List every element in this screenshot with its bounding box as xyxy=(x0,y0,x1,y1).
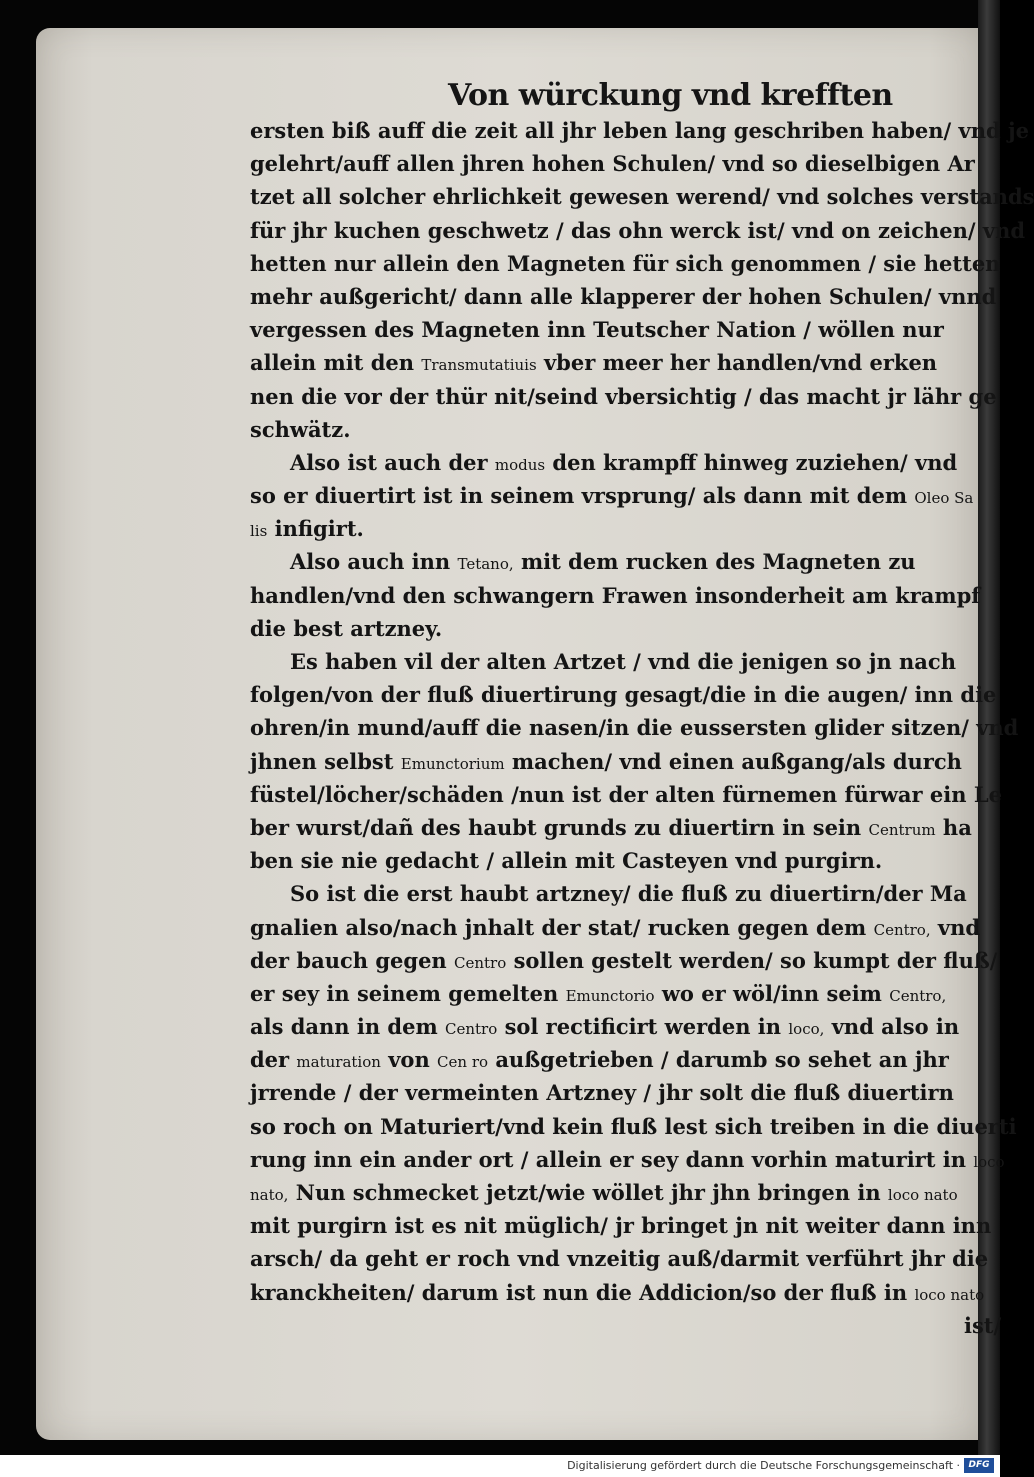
text-line xyxy=(250,1276,985,1309)
text-line xyxy=(250,346,985,379)
text-line xyxy=(250,678,997,711)
antiqua-word: Emunctorio xyxy=(565,986,655,1005)
text-line xyxy=(250,446,985,479)
antiqua-word: maturation xyxy=(296,1053,381,1072)
text-line xyxy=(250,280,997,313)
text-segment: nen die vor der thür nit/seind vbersichtig / das macht jr lähr ge xyxy=(250,383,997,409)
text-segment: den krampff hinweg zuziehen/ vnd xyxy=(552,449,958,475)
text-line xyxy=(250,545,985,578)
text-segment: Es haben vil der alten Artzet / vnd die jenigen so jn nach xyxy=(290,649,956,674)
text-segment: so roch on Maturiert/vnd kein fluß lest sich treiben in die diuerti xyxy=(250,1113,1017,1139)
text-segment: Also auch inn xyxy=(290,549,451,575)
antiqua-word: loco xyxy=(973,1152,1005,1171)
text-segment: als dann in dem xyxy=(250,1014,438,1040)
text-segment: von xyxy=(388,1047,430,1073)
text-line xyxy=(250,612,985,645)
text-line xyxy=(250,380,997,413)
text-segment: der xyxy=(250,1047,290,1073)
text-segment: mit dem rucken des Magneten zu xyxy=(520,549,916,575)
text-segment: infigirt. xyxy=(274,516,364,542)
text-line xyxy=(250,180,1034,213)
running-head: Von würckung vnd krefften xyxy=(448,78,893,113)
text-segment: vnd xyxy=(937,914,981,940)
text-segment: mehr außgericht/ dann alle klapperer der hohen Schulen/ vnnd xyxy=(250,283,997,309)
text-line xyxy=(250,413,985,446)
text-segment: handlen/vnd den schwangern Frawen insonderheit am krampf xyxy=(250,582,981,608)
text-line xyxy=(250,247,1001,280)
text-segment: ersten biß auff die zeit all jhr leben lang geschriben haben/ vnd je xyxy=(250,118,1029,143)
dfg-logo: DFG xyxy=(964,1458,994,1473)
digitization-credit: Digitalisierung gefördert durch die Deutsche Forschungsgemeinschaft · xyxy=(567,1459,960,1472)
text-line xyxy=(250,1076,985,1109)
text-segment: er sey in seinem gemelten xyxy=(250,980,559,1006)
text-line xyxy=(250,711,1019,744)
text-segment: gelehrt/auff allen jhren hohen Schulen/ vnd so dieselbigen Ar xyxy=(250,151,975,177)
text-line xyxy=(250,745,985,778)
antiqua-word: Oleo Sa xyxy=(914,489,974,508)
text-line xyxy=(250,1209,992,1242)
antiqua-word: modus xyxy=(494,455,546,474)
text-line xyxy=(250,1043,985,1076)
text-segment: ha xyxy=(942,814,972,840)
text-segment: rung inn ein ander ort / allein er sey dann vorhin maturirt in xyxy=(250,1146,966,1172)
text-line xyxy=(250,1110,1017,1143)
text-segment: machen/ vnd einen außgang/als durch xyxy=(511,748,962,774)
antiqua-word: Tetano, xyxy=(457,555,514,574)
text-line xyxy=(250,114,1029,147)
antiqua-word: Cen ro xyxy=(437,1053,489,1072)
text-segment: der bauch gegen xyxy=(250,947,447,973)
antiqua-word: Centro, xyxy=(873,920,931,939)
text-line xyxy=(250,944,998,977)
text-line xyxy=(250,512,985,545)
text-segment: tzet all solcher ehrlichkeit gewesen werend/ vnd solches verstands xyxy=(250,184,1034,210)
text-segment: sol rectificirt werden in xyxy=(504,1014,782,1040)
text-line xyxy=(250,844,985,877)
text-line xyxy=(250,877,985,910)
text-segment: füstel/löcher/schäden /nun ist der alten fürnemen fürwar ein Le xyxy=(250,781,1002,807)
text-segment: So ist die erst haubt artzney/ die fluß zu diuertirn/der Ma xyxy=(290,881,967,907)
text-segment: arsch/ da geht er roch vnd vnzeitig auß/darmit verführt jhr die xyxy=(250,1246,989,1272)
text-line xyxy=(250,1242,989,1275)
text-segment: die best artzney. xyxy=(250,615,443,641)
text-segment: schwätz. xyxy=(250,416,351,442)
antiqua-word: Transmutatiuis xyxy=(421,356,537,375)
text-segment: gnalien also/nach jnhalt der stat/ rucken gegen dem xyxy=(250,914,867,940)
text-segment: vber meer her handlen/vnd erken xyxy=(543,350,938,376)
text-segment: für jhr kuchen geschwetz / das ohn werck ist/ vnd on zeichen/ vnd xyxy=(250,217,1026,243)
text-segment: außgetrieben / darumb so sehet an jhr xyxy=(495,1047,949,1073)
antiqua-word: lis xyxy=(250,522,268,541)
text-line xyxy=(250,147,985,180)
antiqua-word: loco, xyxy=(788,1020,825,1039)
text-segment: sollen gestelt werden/ so kumpt der fluß/ xyxy=(513,947,998,973)
text-segment: folgen/von der fluß diuertirung gesagt/die in die augen/ inn die xyxy=(250,682,997,708)
text-line xyxy=(250,977,985,1010)
text-line xyxy=(250,778,1002,811)
text-segment: Also ist auch der xyxy=(290,449,488,475)
text-segment: jrrende / der vermeinten Artzney / jhr solt die fluß diuertirn xyxy=(250,1080,954,1106)
text-line xyxy=(250,1176,985,1209)
antiqua-word: Centro, xyxy=(889,986,947,1005)
text-line xyxy=(250,214,1026,247)
text-segment: vergessen des Magneten inn Teutscher Nation / wöllen nur xyxy=(250,317,944,343)
antiqua-word: Centrum xyxy=(868,820,936,839)
antiqua-word: loco nato xyxy=(914,1285,985,1304)
text-line xyxy=(250,811,985,844)
antiqua-word: loco nato xyxy=(887,1186,958,1204)
antiqua-word: Centro xyxy=(454,953,507,972)
text-segment: ber wurst/dañ des haubt grunds zu diuertirn in sein xyxy=(250,814,862,840)
text-segment: wo er wöl/inn seim xyxy=(661,980,882,1006)
antiqua-word: Centro xyxy=(445,1020,498,1039)
text-line xyxy=(250,1143,1005,1176)
text-line xyxy=(250,313,985,346)
text-segment: Nun schmecket jetzt/wie wöllet jhr jhn bringen in xyxy=(295,1180,881,1205)
antiqua-word: Emunctorium xyxy=(400,754,505,773)
text-segment: vnd also in xyxy=(831,1014,960,1040)
text-segment: jhnen selbst xyxy=(250,748,394,774)
text-segment: so er diuertirt ist in seinem vrsprung/ als dann mit dem xyxy=(250,483,908,509)
text-segment: ohren/in mund/auff die nasen/in die eussersten glider sitzen/ vnd xyxy=(250,715,1019,741)
footer-bar xyxy=(0,1455,1000,1477)
text-line xyxy=(250,579,985,612)
antiqua-word: nato, xyxy=(250,1186,289,1204)
text-segment: hetten nur allein den Magneten für sich genommen / sie hetten xyxy=(250,250,1001,276)
text-segment: kranckheiten/ darum ist nun die Addicion/so der fluß in xyxy=(250,1279,908,1305)
text-segment: ist/ xyxy=(964,1312,1002,1338)
text-line xyxy=(250,479,985,512)
text-line xyxy=(250,1010,985,1043)
text-line xyxy=(250,1309,1002,1342)
text-line xyxy=(250,911,985,944)
text-segment: mit purgirn ist es nit müglich/ jr bringet jn nit weiter dann inn xyxy=(250,1213,992,1239)
text-segment: ben sie nie gedacht / allein mit Casteyen vnd purgirn. xyxy=(250,848,883,874)
body-text xyxy=(250,114,1034,1342)
text-line xyxy=(250,645,985,678)
text-segment: allein mit den xyxy=(250,350,415,376)
